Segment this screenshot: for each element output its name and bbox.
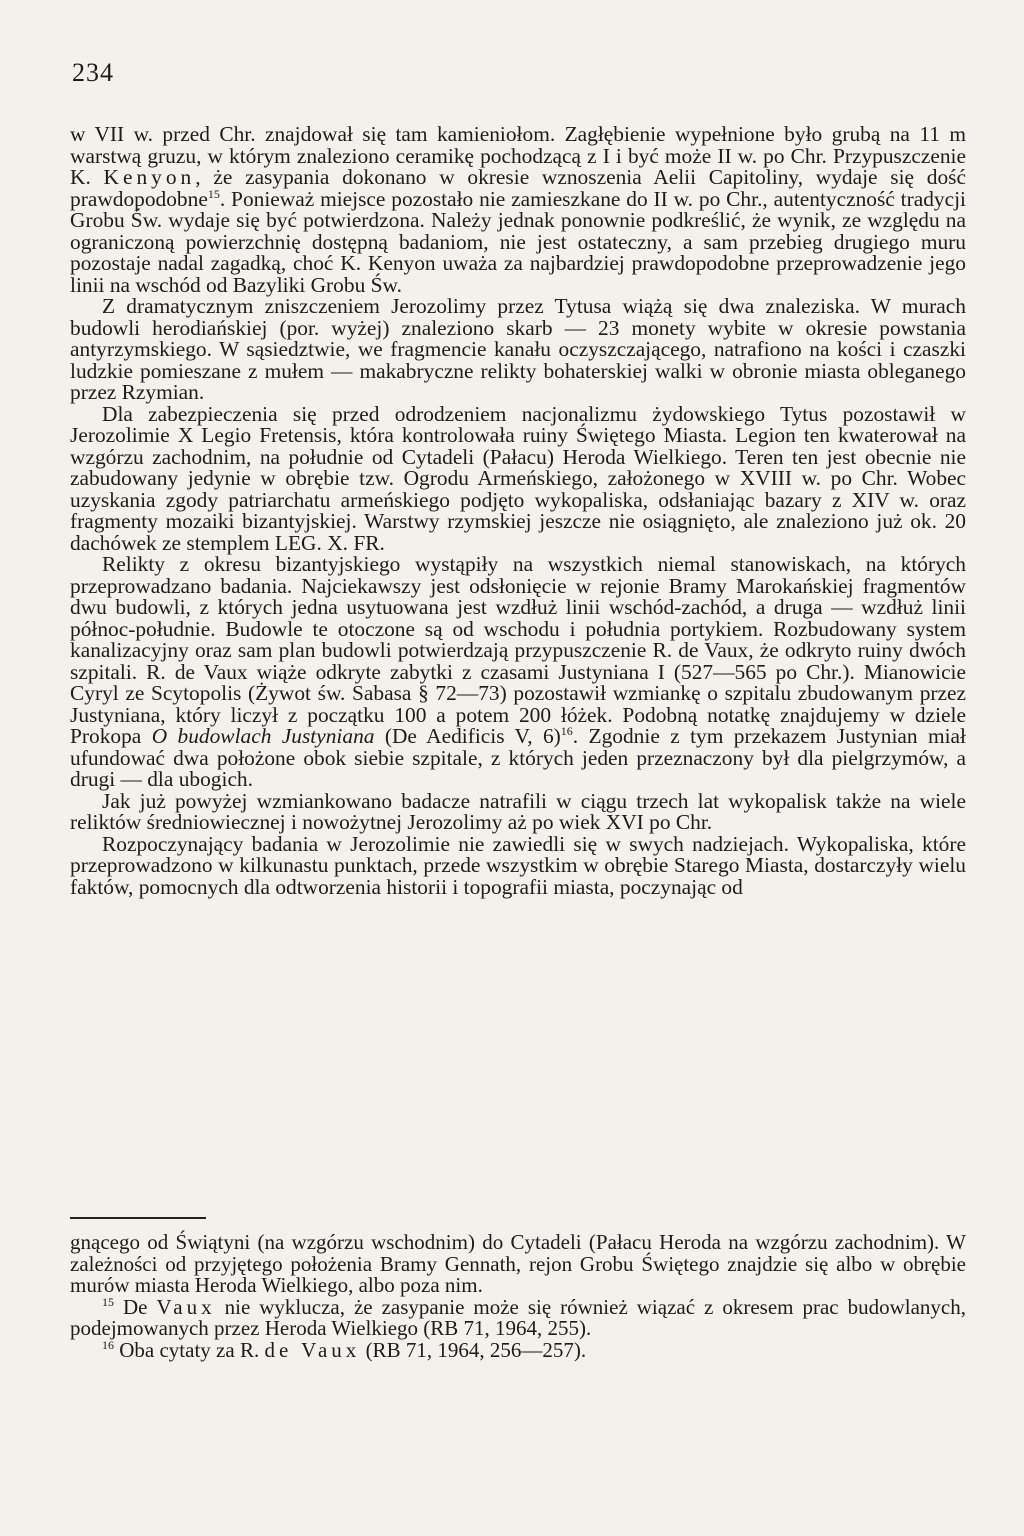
- text-run: Z dramatycznym zniszczeniem Jerozolimy przez Tytusa wiążą się dwa znaleziska. W murach budowli herodiańskiej (por. wyżej) znaleziono skarb — 23 monety wybite w okresie powstania antyrzymskiego. W sąsiedztwie, we fragmencie kanału oczyszczającego, natrafiono na kości i czaszki ludzkie pomieszane z mułem — makabryczne relikty bohaterskiej walki w obronie miasta obleganego przez Rzymian.: [70, 294, 966, 404]
- text-run: , że zasypania dokonano w okresie wznoszenia Aelii Capitoliny, wydaje się dość prawdopodobne: [70, 165, 966, 211]
- spaced-name: de Vaux: [264, 1337, 361, 1362]
- footnote-ref: 16: [560, 723, 573, 738]
- footnote: [70, 1337, 966, 1362]
- text-run: Oba cytaty za R.: [114, 1337, 265, 1362]
- footnote-ref: 15: [207, 186, 220, 201]
- text-run: . Zgodnie z tym przekazem Justynian miał ufundować dwa położone obok siebie szpitale, z których jeden przeznaczony był dla pielgrzymów, a drugi — dla ubogich.: [70, 724, 966, 791]
- footnote-rule: [70, 1217, 206, 1219]
- spaced-name: Kenyon: [103, 165, 196, 189]
- paragraph: [70, 554, 966, 791]
- footnote-ref: 15: [102, 1294, 114, 1309]
- text-run: Rozpoczynający badania w Jerozolimie nie zawiedli się w swych nadziejach. Wykopaliska, które przeprowadzono w kilkunastu punktach, przede wszystkim w obrębie Starego Miasta, dostarczyły wielu faktów, pomocnych dla odtworzenia historii i topografii miasta, poczynając od: [70, 831, 966, 899]
- paragraph: [70, 401, 966, 555]
- text-run: Relikty z okresu bizantyjskiego wystąpiły na wszystkich niemal stanowiskach, na których przeprowadzano badania. Najciekawszy jest odsłonięcie w rejonie Bramy Marokańskiej fragmentów dwu budowli, z których jedna usytuowana jest wzdłuż linii wschód-zachód, a druga — wzdłuż linii północ-południe. Budowle te otoczone są od wschodu i południa portykiem. Rozbudowany system kanalizacyjny oraz sam plan budowli potwierdzają przypuszczenie R. de Vaux, że odkryto ruiny dwóch szpitali. R. de Vaux wiąże odkryte zabytki z czasami Justyniana I (527—565 po Chr.). Mianowicie Cyryl ze Scytopolis (Żywot św. Sabasa § 72—73) pozostawił wzmiankę o szpitalu zbudowanym przez Justyniana, który liczył z początku 100 a potem 200 łóżek. Podobną notatkę znajdujemy w dziele Prokopa: [70, 552, 966, 748]
- text-run: w VII w. przed Chr. znajdował się tam kamieniołom. Zagłębienie wypełnione było grubą na 11 m warstwą gruzu, w którym znaleziono ceramikę pochodzącą z I i być może II w. po Chr. Przypuszczenie K.: [70, 122, 966, 189]
- text-run: Jak już powyżej wzmiankowano badacze natrafili w ciągu trzech lat wykopalisk także na wiele reliktów średniowiecznej i nowożytnej Jerozolimy aż po wiek XVI po Chr.: [70, 788, 966, 834]
- body-text: [70, 124, 966, 898]
- footnote-continuation: [70, 1232, 966, 1297]
- spaced-name: Vaux: [156, 1294, 216, 1319]
- footnotes: [70, 1232, 966, 1361]
- paragraph: [70, 831, 966, 899]
- text-run: gnącego od Świątyni (na wzgórzu wschodnim) do Cytadeli (Pałacu Heroda na wzgórzu zachodnim). W zależności od przyjętego położenia Bramy Gennath, rejon Grobu Świętego znajdzie się albo w obrębie murów miasta Heroda Wielkiego, albo poza nim.: [70, 1230, 966, 1297]
- text-run: . Ponieważ miejsce pozostało nie zamieszkane do II w. po Chr., autentyczność tradycji Grobu Św. wydaje się być potwierdzona. Należy jednak ponownie podkreślić, że wynik, ze względu na ograniczoną powierzchnię dostępną badaniom, nie jest ostateczny, a sam przebieg drugiego muru pozostaje nadal zagadką, choć K. Kenyon uważa za najbardziej prawdopodobne przeprowadzenie jego linii na wschód od Bazyliki Grobu Św.: [70, 186, 966, 297]
- text-run: (RB 71, 1964, 256—257).: [360, 1337, 587, 1362]
- footnote: [70, 1294, 966, 1340]
- footnote-ref: 16: [102, 1337, 114, 1352]
- text-run: nie wyklucza, że zasypanie może się również wiązać z okresem prac budowlanych, podejmowanych przez Heroda Wielkiego (RB 71, 1964, 255).: [70, 1294, 966, 1340]
- text-run: De: [114, 1294, 157, 1319]
- text-run: Dla zabezpieczenia się przed odrodzeniem nacjonalizmu żydowskiego Tytus pozostawił w Jerozolimie X Legio Fretensis, która kontrolowała ruiny Świętego Miasta. Legion ten kwaterował na wzgórzu zachodnim, na południe od Cytadeli (Pałacu) Heroda Wielkiego. Teren ten jest obecnie nie zabudowany jedynie w obrębie tzw. Ogrodu Armeńskiego, założonego w XVIII w. po Chr. Wobec uzyskania zgody patriarchatu armeńskiego podjęto wykopaliska, odsłaniając bazary z XIV w. oraz fragmenty mozaiki bizantyjskiej. Warstwy rzymskiej jeszcze nie osiągnięto, ale znaleziono już ok. 20 dachówek ze stemplem LEG. X. FR.: [70, 401, 966, 555]
- italic-title: O budowlach Justyniana: [151, 724, 375, 748]
- page-number: 234: [72, 58, 114, 87]
- paragraph: [70, 296, 966, 404]
- paragraph: [70, 124, 966, 296]
- text-run: (De Aedificis V, 6): [374, 724, 561, 748]
- paragraph: [70, 788, 966, 834]
